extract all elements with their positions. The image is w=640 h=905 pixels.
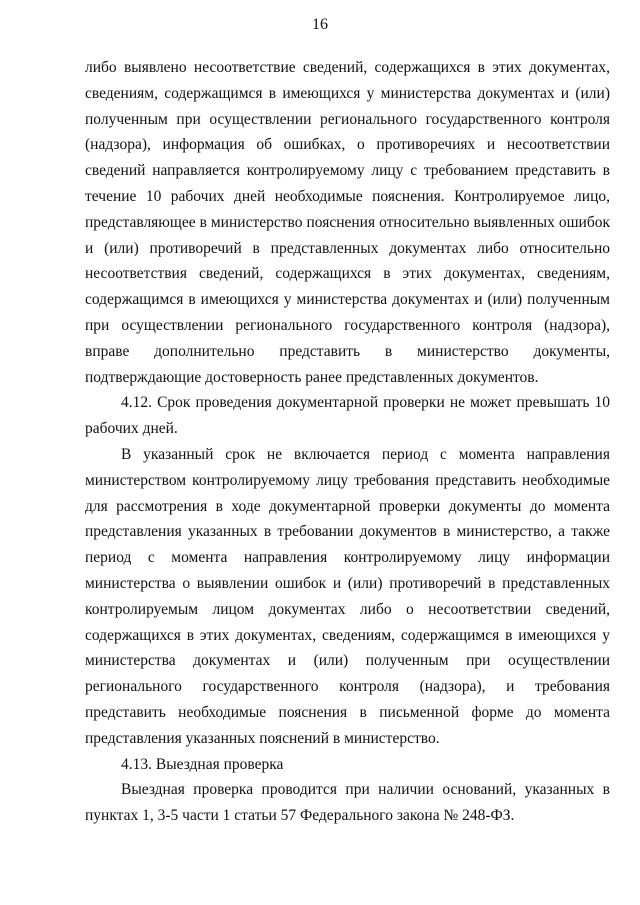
paragraph-period-exclusion: В указанный срок не включается период с момента направления министерством контролируемому лицу требования представить необходимые для рассмотрения в ходе документарной проверки документы до момента представления указанных в требовании документов в министерство, а также период с момента направления контролируемому лицу информации министерства о выявлении ошибок и (или) противоречий в представленных контролируемым лицом документах либо о несоответствии сведений, содержащихся в этих документах, сведениям, содержащимся в имеющихся у министерства документах и (или) полученным при осуществлении регионального государственного контроля (надзора), и требования представить необходимые пояснения в письменной форме до момента представления указанных пояснений в министерство. — [85, 445, 610, 747]
paragraph-field-inspection: Выездная проверка проводится при наличии оснований, указанных в пунктах 1, 3-5 части 1 статьи 57 Федерального закона № 248-ФЗ. — [85, 781, 610, 825]
document-body — [85, 55, 610, 829]
paragraph-continuation: либо выявлено несоответствие сведений, содержащихся в этих документах, сведениям, содержащимся в имеющихся у министерства документах и (или) полученным при осуществлении регионального государственного контроля (надзора), информация об ошибках, о противоречиях и несоответствии сведений направляется контролируемому лицу с требованием представить в течение 10 рабочих дней необходимые пояснения. Контролируемое лицо, представляющее в министерство пояснения относительно выявленных ошибок и (или) противоречий в представленных документах либо относительно несоответствия сведений, содержащихся в этих документах, сведениям, содержащимся в имеющихся у министерства документах и (или) полученным при осуществлении регионального государственного контроля (надзора), вправе дополнительно представить в министерство документы, подтверждающие достоверность ранее представленных документов. — [85, 59, 610, 386]
page-number: 16 — [312, 16, 328, 33]
paragraph-4-12: 4.12. Срок проведения документарной проверки не может превышать 10 рабочих дней. — [85, 394, 610, 438]
section-heading-4-13: 4.13. Выездная проверка — [121, 755, 284, 773]
